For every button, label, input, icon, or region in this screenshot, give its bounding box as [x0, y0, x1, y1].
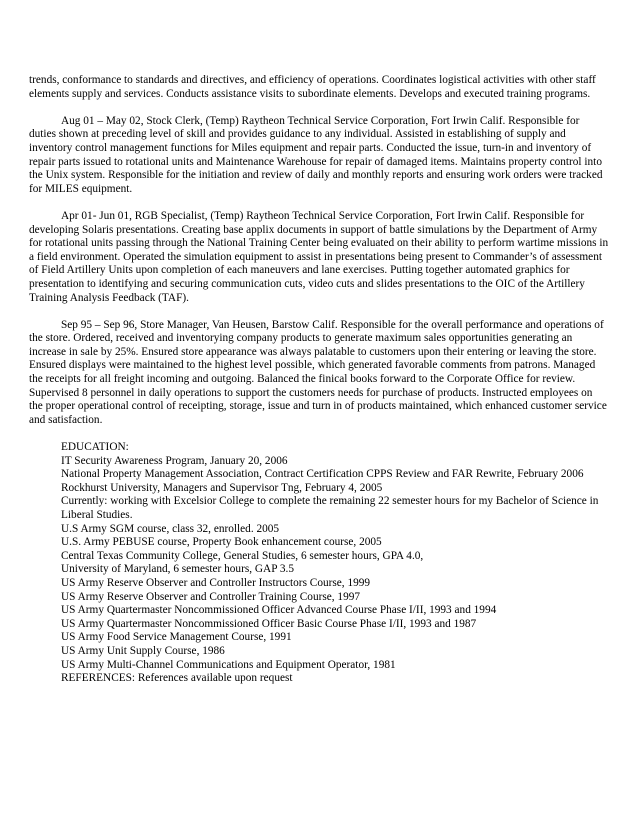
paragraph-duties-continued: trends, conformance to standards and directives, and efficiency of operations. Coordinates logistical activities with other staff elements supply and services. Conducts assistance visits to subordinate elements. Develops and executed training programs.	[29, 74, 596, 100]
education-item: US Army Quartermaster Noncommissioned Officer Advanced Course Phase I/II, 1993 and 1994	[61, 604, 497, 617]
education-item: US Army Quartermaster Noncommissioned Officer Basic Course Phase I/II, 1993 and 1987	[61, 617, 477, 630]
paragraph-stock-clerk: Aug 01 – May 02, Stock Clerk, (Temp) Raytheon Technical Service Corporation, Fort Irwin Calif. Responsible for duties shown at preceding level of skill and provides guidance to any individual. Assisted in establishing of supply and inventory control management functions for Miles equipment and repair parts. Conducted the issue, turn-in and inventory of repair parts issued to rotational units and Maintenance Warehouse for repair of damaged items. Maintains property control into the Unix system. Responsible for the initiation and review of daily and monthly reports and ensuring work orders were tracked for MILES equipment.	[29, 114, 603, 195]
education-item: Rockhurst University, Managers and Supervisor Tng, February 4, 2005	[61, 481, 383, 494]
references-line: REFERENCES: References available upon request	[61, 672, 293, 685]
education-item: US Army Food Service Management Course, 1991	[61, 631, 292, 644]
education-section	[61, 441, 609, 686]
education-item: US Army Multi-Channel Communications and Equipment Operator, 1981	[61, 658, 396, 671]
education-item: US Army Unit Supply Course, 1986	[61, 644, 225, 657]
education-item: Currently: working with Excelsior College to complete the remaining 22 semester hours for my Bachelor of Science in Liberal Studies.	[61, 495, 599, 521]
education-item: IT Security Awareness Program, January 20, 2006	[61, 454, 288, 467]
education-heading: EDUCATION:	[61, 441, 129, 454]
paragraph-store-manager: Sep 95 – Sep 96, Store Manager, Van Heusen, Barstow Calif. Responsible for the overall performance and operations of the store. Ordered, received and inventorying company products to generate maximum sales opportunities generating an increase in sale by 25%. Ensured store appearance was always palatable to customers upon their entering or leaving the store. Ensured displays were maintained to the highest level possible, which generated favorable comments from patrons. Managed the receipts for all freight incoming and outgoing. Balanced the finical books forward to the Corporate Office for review. Supervised 8 personnel in daily operations to support the customers needs for purchase of products. Instructed employees on the proper operational control of receipting, storage, issue and turn in of products maintained, which enhanced customer service and satisfaction.	[29, 318, 607, 426]
paragraph-rgb-specialist: Apr 01- Jun 01, RGB Specialist, (Temp) Raytheon Technical Service Corporation, Fort Irwin Calif. Responsible for developing Solaris presentations. Creating base applix documents in support of battle simulations by the Department of Army for rotational units passing through the National Training Center being evaluated on their ability to perform wartime missions in a field environment. Operated the simulation equipment to assist in presentations being present to Commander’s of assessment of Field Artillery Units upon completion of each maneuvers and lane exercises. Putting together automated graphics for presentation to identifying and securing communication cuts, video cuts and slides presentations to the OIC of the Artillery Training Analysis Feedback (TAF).	[29, 209, 609, 304]
education-item: University of Maryland, 6 semester hours, GAP 3.5	[61, 563, 295, 576]
education-item: National Property Management Association, Contract Certification CPPS Review and FAR Rewrite, February 2006	[61, 468, 584, 481]
education-item: U.S. Army PEBUSE course, Property Book enhancement course, 2005	[61, 536, 382, 549]
education-item: U.S Army SGM course, class 32, enrolled. 2005	[61, 522, 280, 535]
education-item: US Army Reserve Observer and Controller Training Course, 1997	[61, 590, 361, 603]
education-item: Central Texas Community College, General Studies, 6 semester hours, GPA 4.0,	[61, 549, 424, 562]
education-item: US Army Reserve Observer and Controller Instructors Course, 1999	[61, 576, 371, 589]
